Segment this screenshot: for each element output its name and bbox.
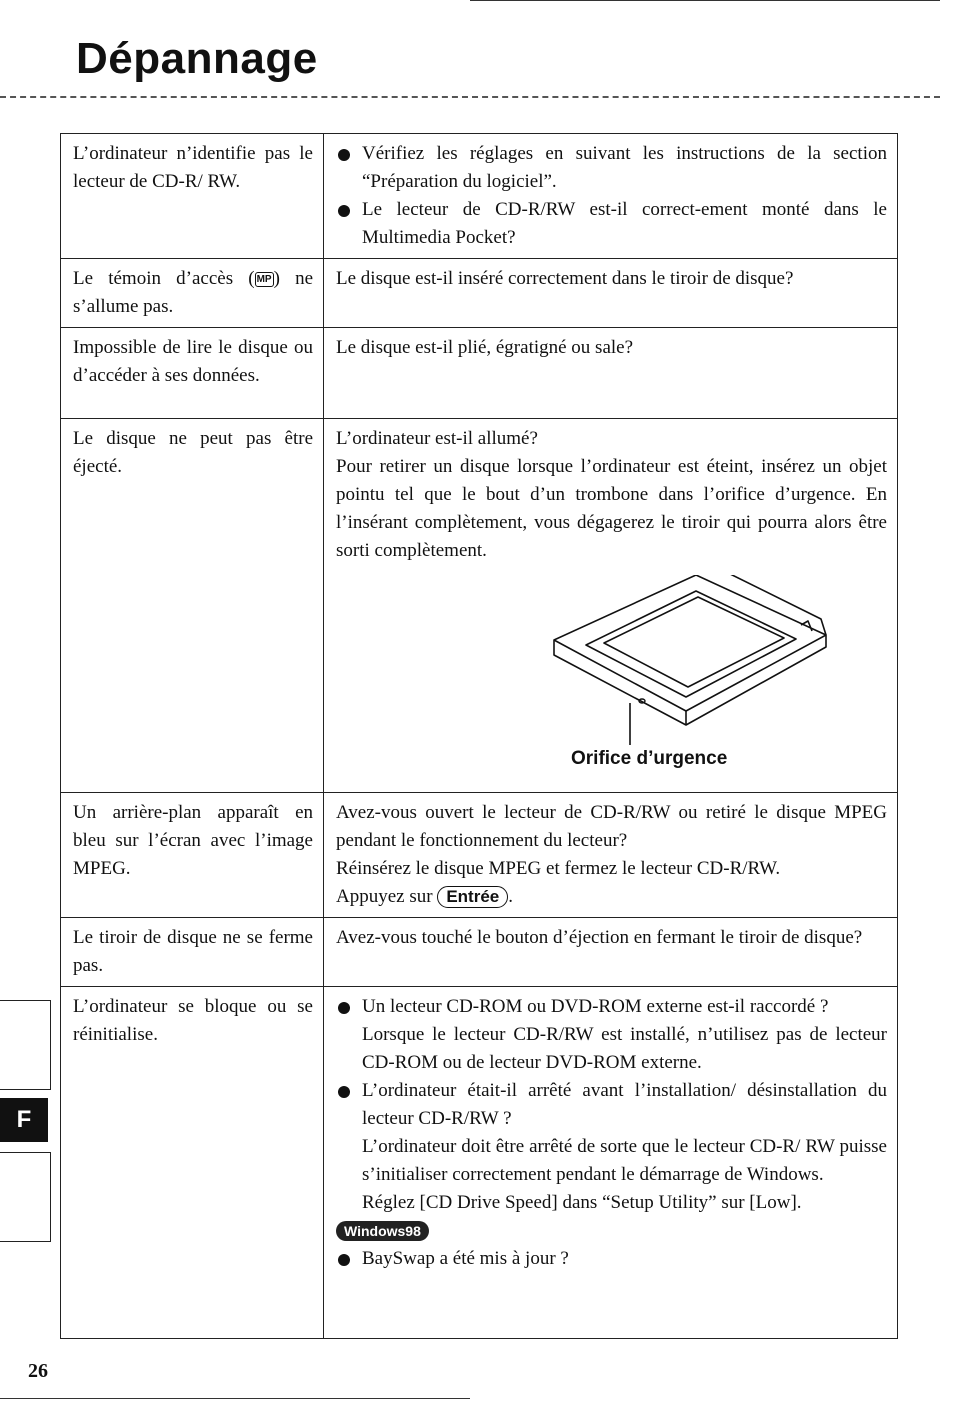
problem-text: Impossible de lire le disque ou d’accéder à ses données. <box>73 337 313 386</box>
bullet-list <box>336 993 887 1217</box>
bullet-text: Un lecteur CD-ROM ou DVD-ROM externe est-il raccordé ? <box>362 996 829 1017</box>
table-row <box>61 918 898 987</box>
problem-text: L’ordinateur se bloque ou se réinitialise. <box>73 996 313 1045</box>
bullet-list <box>336 140 887 252</box>
title-divider <box>0 96 940 98</box>
bottom-rule <box>0 1398 470 1399</box>
problem-text: Le témoin d’accès ( <box>73 268 255 289</box>
problem-cell <box>61 134 324 259</box>
problem-text: Le disque ne peut pas être éjecté. <box>73 428 313 477</box>
table-row <box>61 793 898 918</box>
problem-cell <box>61 419 324 793</box>
badge-line <box>336 1217 887 1245</box>
problem-text: Le tiroir de disque ne se ferme pas. <box>73 927 313 976</box>
enter-key-icon: Entrée <box>437 886 508 908</box>
windows98-badge: Windows98 <box>336 1221 429 1241</box>
access-indicator-icon: MP <box>256 274 272 285</box>
table-row <box>61 134 898 259</box>
drive-figure <box>336 569 887 785</box>
solution-line: Réinsérez le disque MPEG et fermez le lecteur CD-R/RW. <box>336 858 781 879</box>
solution-line: L’ordinateur est-il allumé? <box>336 428 538 449</box>
solution-cell <box>324 419 898 793</box>
problem-cell <box>61 328 324 419</box>
solution-text: Le disque est-il inséré correctement dans le tiroir de disque? <box>336 268 794 289</box>
bullet-icon <box>338 1254 350 1266</box>
list-item <box>336 1245 887 1273</box>
bullet-text: L’ordinateur était-il arrêté avant l’installation/ désinstallation du lecteur CD-R/RW ? <box>362 1080 887 1129</box>
list-item <box>336 1077 887 1217</box>
solution-cell <box>324 328 898 419</box>
bullet-icon <box>338 1086 350 1098</box>
side-marker-box <box>0 1152 51 1242</box>
punctuation: . <box>508 886 513 907</box>
solution-cell <box>324 259 898 328</box>
list-item <box>336 993 887 1077</box>
bullet-list <box>336 1245 887 1273</box>
press-instruction: Appuyez sur <box>336 886 433 907</box>
bullet-icon <box>338 205 350 217</box>
bullet-detail: Lorsque le lecteur CD-R/RW est installé, n’utilisez pas de lecteur CD-ROM ou de lecteur DVD-ROM externe. <box>362 1024 887 1073</box>
solution-line <box>336 883 887 911</box>
solution-cell <box>324 918 898 987</box>
table-row <box>61 987 898 1339</box>
solution-line: Avez-vous ouvert le lecteur de CD-R/RW ou retiré le disque MPEG pendant le fonctionnement du lecteur? <box>336 802 887 851</box>
solution-cell <box>324 134 898 259</box>
figure-caption: Orifice d’urgence <box>571 748 728 769</box>
bullet-detail: L’ordinateur doit être arrêté de sorte que le lecteur CD-R/ RW puisse s’initialiser correctement pendant le démarrage de Windows. <box>362 1136 887 1185</box>
problem-cell <box>61 259 324 328</box>
solution-text: Le disque est-il plié, égratigné ou sale? <box>336 337 634 358</box>
page-number: 26 <box>28 1360 48 1382</box>
troubleshooting-table <box>60 133 898 1339</box>
problem-text: L’ordinateur n’identifie pas le lecteur de CD-R/ RW. <box>73 143 313 192</box>
solution-text: Avez-vous touché le bouton d’éjection en fermant le tiroir de disque? <box>336 927 863 948</box>
bullet-text: Le lecteur de CD-R/RW est-il correct-ement monté dans le Multimedia Pocket? <box>362 199 887 248</box>
bullet-detail: Réglez [CD Drive Speed] dans “Setup Utility” sur [Low]. <box>362 1192 802 1213</box>
problem-cell <box>61 987 324 1339</box>
list-item <box>336 196 887 252</box>
bullet-icon <box>338 1002 350 1014</box>
table-row <box>61 259 898 328</box>
cd-drive-illustration-icon <box>546 575 846 755</box>
side-marker-box <box>0 1000 51 1090</box>
problem-text: Un arrière-plan apparaît en bleu sur l’écran avec l’image MPEG. <box>73 802 313 879</box>
problem-cell <box>61 918 324 987</box>
top-rule <box>470 0 940 1</box>
table-row <box>61 419 898 793</box>
language-tab: F <box>0 1098 48 1142</box>
bullet-text: BaySwap a été mis à jour ? <box>362 1248 569 1269</box>
solution-cell <box>324 793 898 918</box>
bullet-icon <box>338 149 350 161</box>
list-item <box>336 140 887 196</box>
solution-line: Pour retirer un disque lorsque l’ordinateur est éteint, insérez un objet pointu tel que le bout d’un trombone dans l’orifice d’urgence. En l’insérant complètement, vous dégagerez le tiroir qui pourra alors être sorti complètement. <box>336 456 887 561</box>
problem-cell <box>61 793 324 918</box>
page-title: Dépannage <box>76 34 318 83</box>
bullet-text: Vérifiez les réglages en suivant les instructions de la section “Préparation du logiciel”. <box>362 143 887 192</box>
problem-text: ) ne s’allume pas. <box>73 268 313 317</box>
table-row <box>61 328 898 419</box>
solution-cell <box>324 987 898 1339</box>
